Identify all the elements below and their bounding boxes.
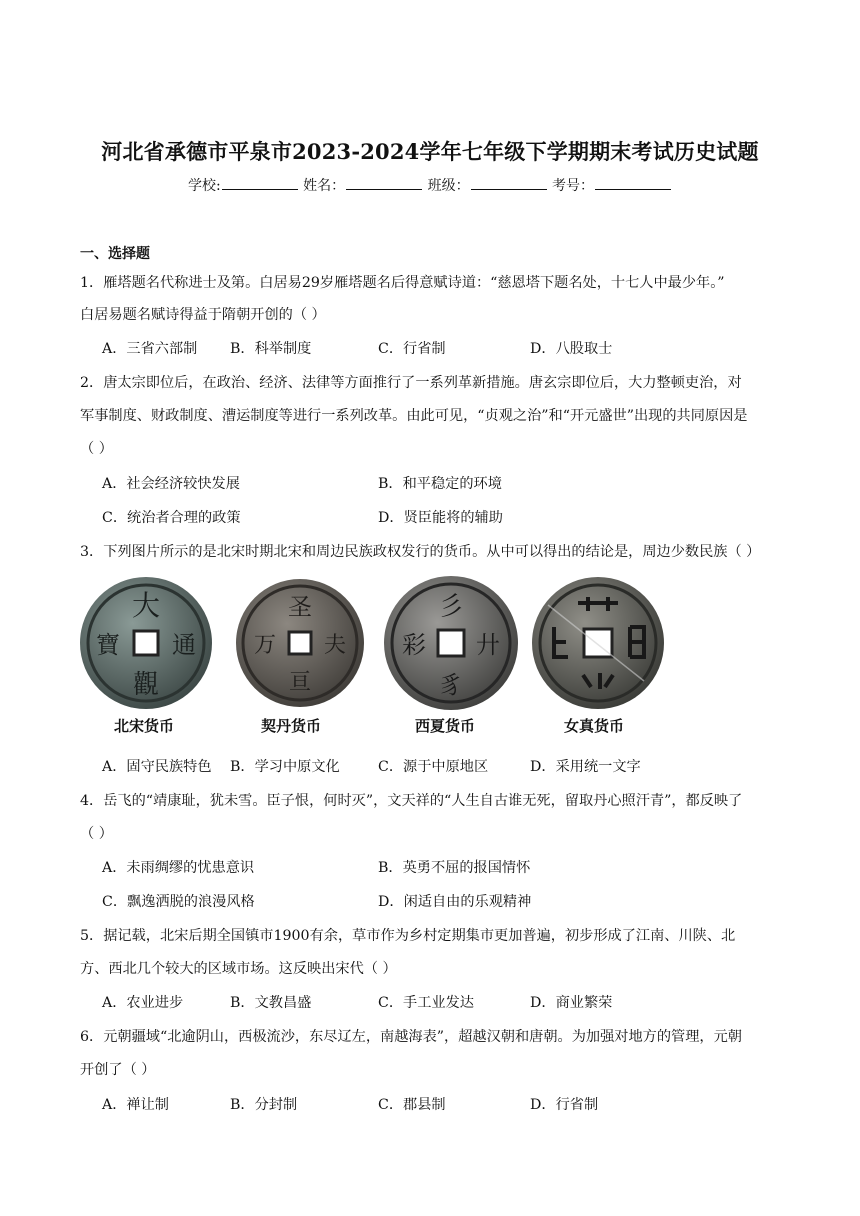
svg-text:豸: 豸 [439, 671, 463, 699]
coin-2-char-left: 万 [253, 633, 277, 658]
coin-qidan [236, 579, 364, 707]
question-2-option-c[interactable]: C．统治者合理的政策 [102, 510, 241, 526]
coin-1-char-top: 大 [131, 589, 161, 622]
question-1-line-1: 1．雁塔题名代称进士及第。白居易29岁雁塔题名后得意赋诗道：“慈恩塔下题名处，十七人中最少年。” [80, 275, 725, 291]
question-3-option-c[interactable]: C．源于中原地区 [378, 759, 489, 775]
question-4-option-a[interactable]: A．未雨绸缪的忧患意识 [102, 860, 255, 876]
question-6-option-a[interactable]: A．禅让制 [102, 1097, 169, 1113]
coin-nvzhen [532, 577, 664, 709]
question-4-option-d[interactable]: D．闲适自由的乐观精神 [378, 894, 532, 910]
question-5-option-a[interactable]: A．农业进步 [102, 995, 184, 1011]
coin-1-char-right: 通 [172, 631, 196, 659]
question-5-option-c[interactable]: C．手工业发达 [378, 995, 474, 1011]
question-3-option-a[interactable]: A．固守民族特色 [102, 759, 212, 775]
question-2-line-2: 军事制度、财政制度、漕运制度等进行一系列改革。由此可见，“贞观之治”和“开元盛世”出现的共同原因是 [80, 408, 748, 424]
coin-1-char-bottom: 觀 [132, 670, 160, 700]
question-1-option-d[interactable]: D．八股取士 [530, 341, 613, 357]
question-2-option-a[interactable]: A．社会经济较快发展 [102, 476, 240, 492]
coin-2-char-right: 夫 [323, 633, 347, 658]
exam-no-label: 考号： [552, 178, 595, 194]
question-4-line-1: 4．岳飞的“靖康耻，犹未雪。臣子恨，何时灭”，文天祥的“人生自古谁无死，留取丹心照汗青”，都反映了 [80, 793, 743, 809]
coin-xixia [384, 576, 518, 710]
coin-2-char-top: 圣 [288, 593, 312, 621]
class-label: 班级： [427, 178, 470, 194]
coin-caption-nvzhen: 女真货币 [564, 717, 625, 735]
coins-figure [78, 575, 678, 745]
question-3-option-d[interactable]: D．采用统一文字 [530, 759, 641, 775]
school-label: 学校: [187, 178, 221, 194]
exam-no-blank[interactable] [595, 177, 671, 190]
question-6-option-b[interactable]: B．分封制 [230, 1097, 298, 1113]
question-1-option-b[interactable]: B．科举制度 [230, 341, 312, 357]
question-2-option-b[interactable]: B．和平稳定的环境 [378, 476, 502, 492]
school-blank[interactable] [222, 177, 298, 190]
class-blank[interactable] [471, 177, 547, 190]
name-label: 姓名： [303, 178, 346, 194]
svg-text:彡: 彡 [437, 592, 465, 622]
coin-1-char-left: 寶 [96, 631, 120, 659]
section-title: 一、选择题 [80, 246, 150, 262]
svg-text:廾: 廾 [476, 631, 500, 659]
question-6-line-1: 6．元朝疆域“北逾阴山，西极流沙，东尽辽左，南越海表”，超越汉朝和唐朝。为加强对地方的管理，元朝 [80, 1029, 742, 1045]
question-5-option-d[interactable]: D．商业繁荣 [530, 995, 613, 1011]
question-6-option-d[interactable]: D．行省制 [530, 1097, 599, 1113]
question-2-line-3: （ ） [80, 441, 113, 457]
question-2-option-d[interactable]: D．贤臣能将的辅助 [378, 510, 503, 526]
question-5-line-1: 5．据记载，北宋后期全国镇市1900有余，草市作为乡村定期集市更加普遍，初步形成了江南、川陕、北 [80, 928, 736, 944]
coin-caption-bei-song: 北宋货币 [114, 717, 175, 735]
question-1-option-c[interactable]: C．行省制 [378, 341, 446, 357]
svg-text:彩: 彩 [402, 631, 426, 659]
question-4-line-2: （ ） [80, 826, 113, 842]
question-6-option-c[interactable]: C．郡县制 [378, 1097, 446, 1113]
coin-caption-xixia: 西夏货币 [415, 717, 476, 735]
question-4-option-c[interactable]: C．飘逸洒脱的浪漫风格 [102, 894, 255, 910]
question-3-line-1: 3．下列图片所示的是北宋时期北宋和周边民族政权发行的货币。从中可以得出的结论是，周边少数民族（ ） [80, 544, 761, 560]
coin-2-char-bottom: 亘 [288, 670, 312, 695]
coins-image [78, 575, 678, 715]
question-5-line-2: 方、西北几个较大的区域市场。这反映出宋代（ ） [80, 961, 397, 977]
question-1-line-2: 白居易题名赋诗得益于隋朝开创的（ ） [80, 307, 326, 323]
coin-bei-song [80, 577, 212, 709]
question-1-option-a[interactable]: A．三省六部制 [102, 341, 198, 357]
student-info-line [0, 175, 860, 195]
question-5-option-b[interactable]: B．文教昌盛 [230, 995, 312, 1011]
question-2-line-1: 2．唐太宗即位后，在政治、经济、法律等方面推行了一系列革新措施。唐玄宗即位后，大力整顿吏治，对 [80, 375, 742, 391]
question-3-option-b[interactable]: B．学习中原文化 [230, 759, 340, 775]
question-6-line-2: 开创了（ ） [80, 1062, 156, 1078]
page-title: 河北省承德市平泉市2023-2024学年七年级下学期期末考试历史试题 [101, 139, 759, 164]
name-blank[interactable] [346, 177, 422, 190]
question-4-option-b[interactable]: B．英勇不屈的报国情怀 [378, 860, 531, 876]
coin-caption-qidan: 契丹货币 [261, 717, 322, 735]
